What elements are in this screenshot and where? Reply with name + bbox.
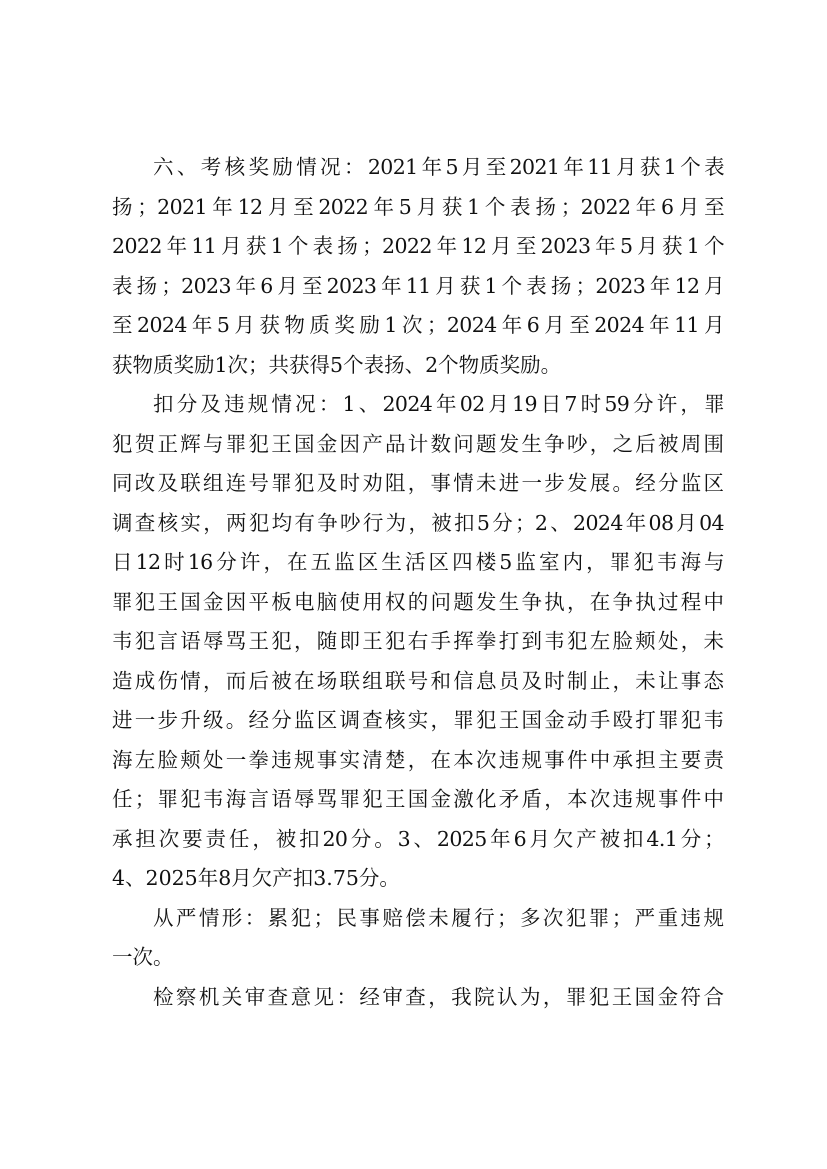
text-line: 扣分及违规情况：1、2024年02月19日7时59分许，罪	[153, 392, 724, 416]
text-line: 海左脸颊处一拳违规事实清楚，在本次违规事件中承担主要责	[112, 747, 724, 772]
text-line: 表扬；2023年6月至2023年11月获1个表扬；2023年12月	[112, 273, 724, 298]
paragraph-procuratorate-opinion	[112, 978, 724, 1018]
text-line: 4、2025年8月欠产扣3.75分。	[112, 866, 400, 890]
text-line: 同改及联组连号罪犯及时劝阻，事情未进一步发展。经分监区	[112, 471, 724, 495]
text-line: 六、考核奖励情况：2021年5月至2021年11月获1个表	[153, 155, 724, 179]
text-line: 从严情形：累犯；民事赔偿未履行；多次犯罪；严重违规	[153, 905, 724, 930]
text-line: 任；罪犯韦海言语辱骂罪犯王国金激化矛盾，本次违规事件中	[112, 787, 724, 811]
paragraph-assessment-rewards	[112, 148, 724, 385]
paragraph-aggravating-circumstances	[112, 899, 724, 978]
text-line: 进一步升级。经分监区调查核实，罪犯王国金动手殴打罪犯韦	[112, 708, 724, 732]
text-line: 一次。	[112, 945, 174, 969]
text-line: 检察机关审查意见：经审查，我院认为，罪犯王国金符合	[153, 984, 724, 1009]
document-body	[112, 148, 724, 1017]
text-line: 承担次要责任，被扣20分。3、2025年6月欠产被扣4.1分；	[112, 826, 724, 851]
text-line: 获物质奖励1次；共获得5个表扬、2个物质奖励。	[112, 352, 562, 377]
text-line: 犯贺正辉与罪犯王国金因产品计数问题发生争吵，之后被周围	[112, 431, 724, 456]
text-line: 罪犯王国金因平板电脑使用权的问题发生争执，在争执过程中	[112, 589, 724, 614]
text-line: 调查核实，两犯均有争吵行为，被扣5分；2、2024年08月04	[112, 510, 724, 535]
paragraph-deductions-violations	[112, 385, 724, 899]
text-line: 造成伤情，而后被在场联组联号和信息员及时制止，未让事态	[112, 668, 724, 693]
text-line: 日12时16分许，在五监区生活区四楼5监室内，罪犯韦海与	[112, 550, 724, 574]
text-line: 韦犯言语辱骂王犯，随即王犯右手挥拳打到韦犯左脸颊处，未	[112, 629, 724, 653]
text-line: 2022年11月获1个表扬；2022年12月至2023年5月获1个	[112, 234, 724, 258]
text-line: 扬；2021年12月至2022年5月获1个表扬；2022年6月至	[112, 194, 724, 219]
text-line: 至2024年5月获物质奖励1次；2024年6月至2024年11月	[112, 313, 724, 337]
